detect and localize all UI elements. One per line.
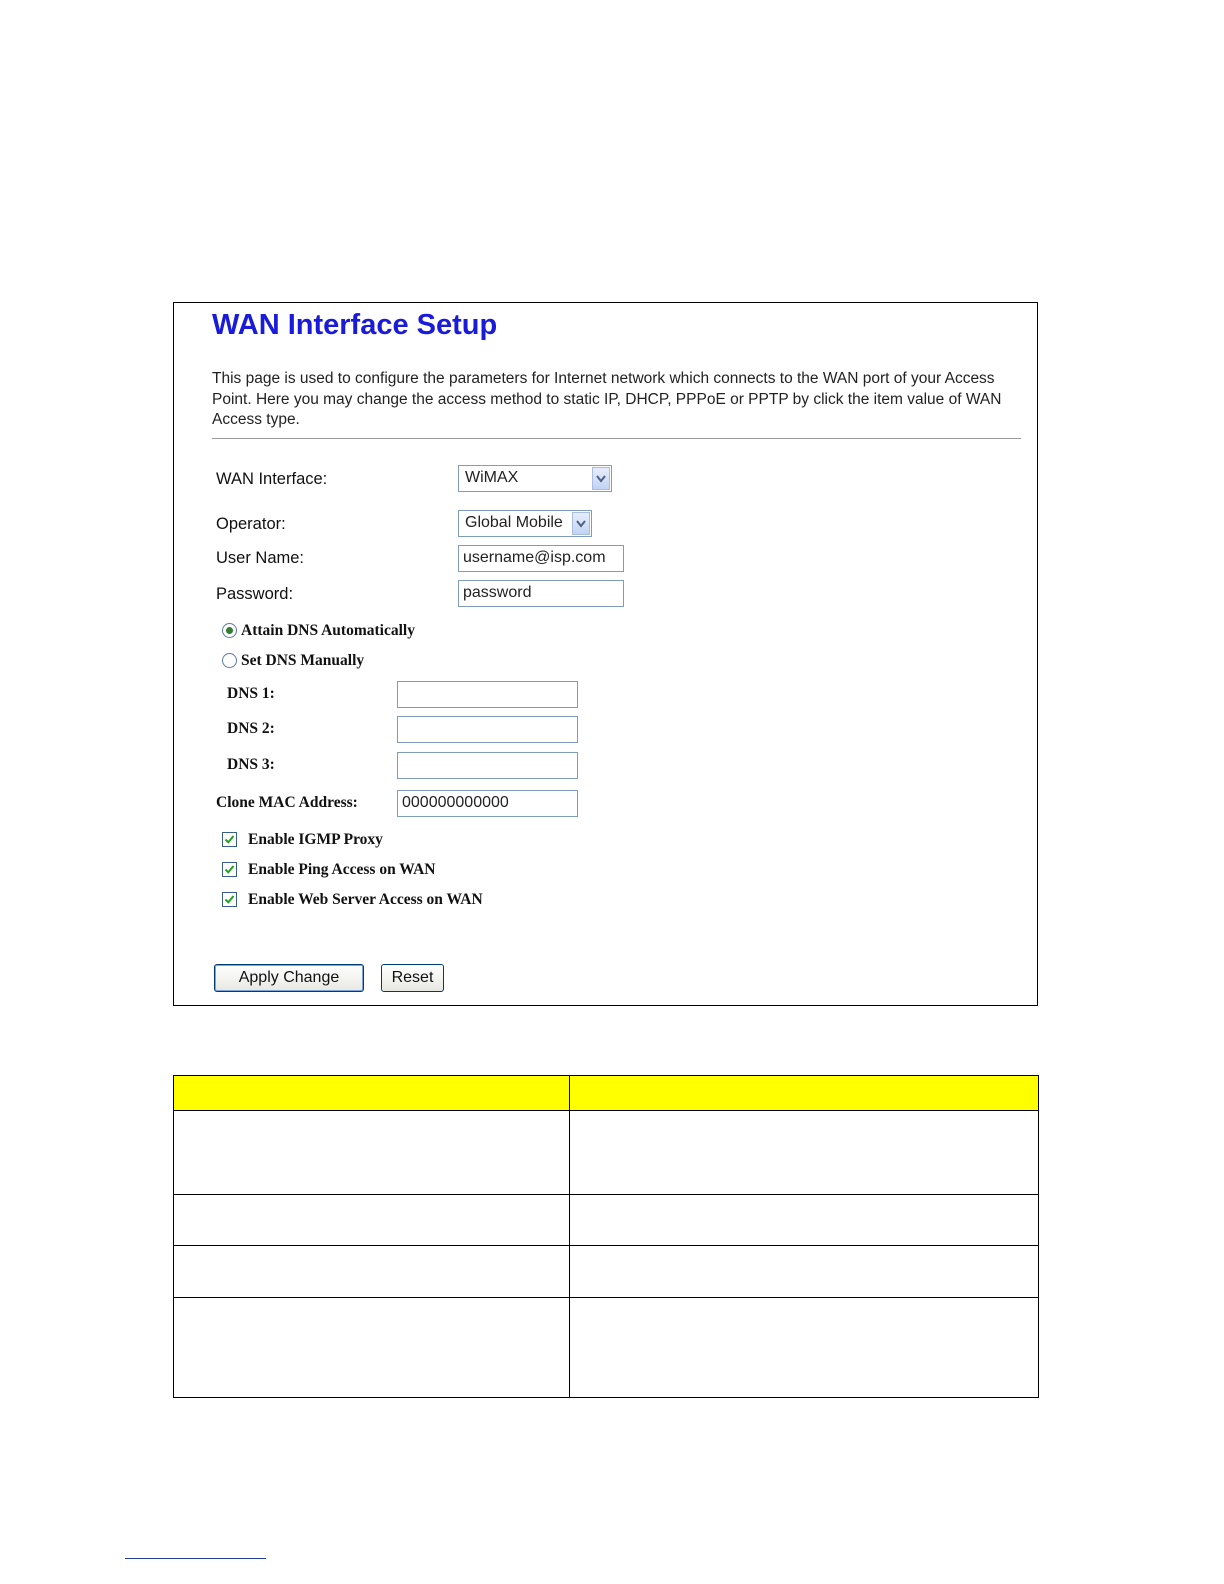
checkmark-icon	[224, 834, 235, 845]
web-access-label: Enable Web Server Access on WAN	[248, 891, 483, 908]
dns2-input[interactable]	[397, 716, 578, 743]
dns3-label: DNS 3:	[227, 756, 275, 773]
password-input[interactable]: password	[458, 580, 624, 607]
wan-interface-select[interactable]	[458, 465, 612, 492]
dns1-input[interactable]	[397, 681, 578, 708]
operator-value: Global Mobile	[465, 514, 563, 531]
table-row	[174, 1246, 1039, 1298]
table-header-cell	[174, 1076, 570, 1111]
user-name-input[interactable]: username@isp.com	[458, 545, 624, 572]
ping-access-checkbox[interactable]	[222, 862, 237, 877]
table-header-row	[174, 1076, 1039, 1111]
clone-mac-label: Clone MAC Address:	[216, 794, 358, 811]
wan-setup-screenshot	[173, 302, 1038, 1006]
checkmark-icon	[224, 864, 235, 875]
dns2-label: DNS 2:	[227, 720, 275, 737]
chevron-down-icon[interactable]	[572, 512, 590, 535]
dns3-input[interactable]	[397, 752, 578, 779]
igmp-proxy-label: Enable IGMP Proxy	[248, 831, 383, 848]
reset-button[interactable]: Reset	[381, 964, 444, 992]
table-cell	[174, 1195, 570, 1246]
wan-interface-label: WAN Interface:	[216, 470, 328, 488]
table-cell	[569, 1195, 1038, 1246]
dns-auto-label: Attain DNS Automatically	[241, 622, 415, 639]
checkmark-icon	[224, 894, 235, 905]
divider	[212, 438, 1021, 439]
radio-selected-dot	[226, 627, 233, 634]
table-header-cell	[569, 1076, 1038, 1111]
table-cell	[174, 1246, 570, 1298]
ping-access-label: Enable Ping Access on WAN	[248, 861, 436, 878]
web-access-checkbox[interactable]	[222, 892, 237, 907]
description-table	[173, 1075, 1039, 1398]
password-label: Password:	[216, 585, 294, 603]
wan-interface-value: WiMAX	[465, 469, 519, 486]
dns1-label: DNS 1:	[227, 685, 275, 702]
apply-change-button[interactable]: Apply Change	[214, 964, 364, 992]
table-row	[174, 1298, 1039, 1398]
table-cell	[569, 1111, 1038, 1195]
igmp-proxy-checkbox[interactable]	[222, 832, 237, 847]
clone-mac-input[interactable]: 000000000000	[397, 790, 578, 817]
table-cell	[174, 1298, 570, 1398]
table-cell	[174, 1111, 570, 1195]
table-row	[174, 1111, 1039, 1195]
operator-label: Operator:	[216, 515, 286, 533]
dns-auto-radio[interactable]	[222, 623, 237, 638]
operator-select[interactable]	[458, 510, 592, 537]
dns-manual-label: Set DNS Manually	[241, 652, 365, 669]
page-title: WAN Interface Setup	[212, 309, 498, 341]
footer-rule	[125, 1558, 266, 1559]
user-name-label: User Name:	[216, 549, 305, 567]
chevron-down-icon[interactable]	[592, 467, 610, 490]
dns-manual-radio[interactable]	[222, 653, 237, 668]
page-description: This page is used to configure the parameters for Internet network which connects to the WAN port of your Access Point. Here you may change the access method to static IP, DHCP, PPPoE or PPTP by click the item value of WAN Access type.	[212, 370, 1002, 428]
table-row	[174, 1195, 1039, 1246]
table-cell	[569, 1298, 1038, 1398]
table-cell	[569, 1246, 1038, 1298]
